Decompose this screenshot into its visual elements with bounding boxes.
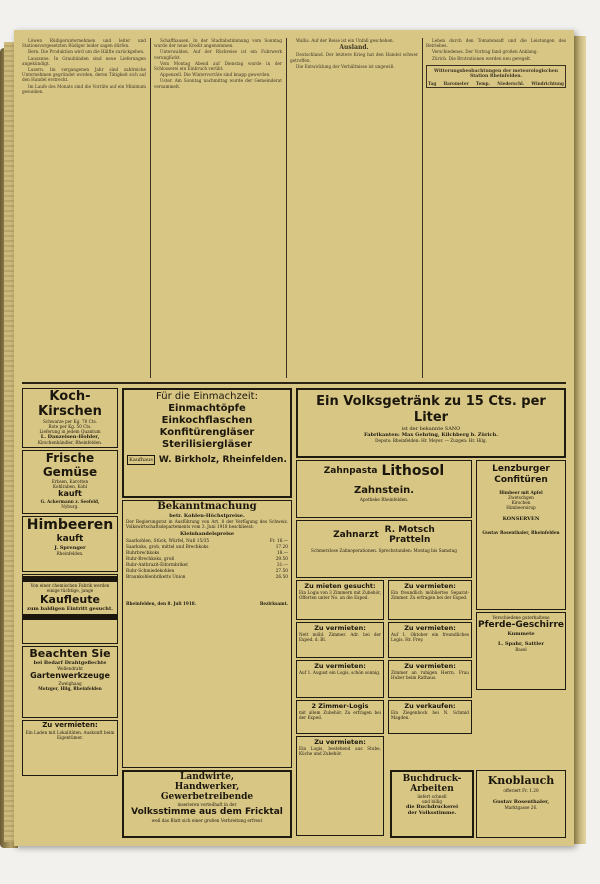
ad-line: G. Ackermann z. Seefeld, [40,499,100,504]
ad-line: Von einer chemischen Fabrik werden einige tüchtige, junge [30,583,110,593]
classified-text: Auf 1. August ein Logis, schön sonnig. [299,670,381,675]
price-value: 27.50 [275,569,288,574]
classified-ad [296,580,384,620]
news-column-2 [154,38,282,378]
news-paragraph: Unterwalden. Auf der Rückreise ist ein Fuhrwerk verunglückt. [154,49,282,60]
classified-title: Zu vermieten: [314,738,366,746]
classified-ad [388,622,472,658]
ad-lithosol [296,460,472,518]
ad-line: Pratteln [389,535,431,545]
price-value: 17.20 [275,545,288,550]
ad-line: Rheinfelden, den 8. Juli 1918. [126,601,197,606]
ad-title: Buchdruck-Arbeiten [402,774,462,794]
price-item: Braunkohlenbriketts Union [126,575,186,580]
weather-col-header: Tag [428,81,437,87]
price-list [123,539,291,581]
classified-text: Ein freundlich möbliertes Separat-Zimmer. Zu erfragen bei der Exped. [391,590,469,600]
ad-line: der Volksstimme. [407,810,457,816]
ad-line: Zwetschgen [508,495,534,500]
news-paragraph: Bern. Die Produktion wird um die Hälfte zurückgehen. [28,49,145,55]
ad-einmachzeit [122,388,292,498]
ad-title: Für die Einmachzeit: [156,391,258,402]
price-value: 18.— [276,551,288,556]
ad-line: zum baldigen Eintritt gesucht. [27,606,113,612]
section-divider [22,382,566,384]
ad-buchdruck [390,770,474,838]
ad-line: Gustav Rosenthaler, Rheinfelden [482,530,560,535]
ad-line: bei Bedarf Drahtgeflechte [33,660,107,666]
ad-volksgetraenk [296,388,566,458]
classified-title: Zu verkaufen: [404,702,456,710]
classified-title: Zu vermieten: [314,624,366,632]
ad-line: Kaufhaus [129,457,153,463]
classified-text: Ein Logis von 3 Zimmern mit Zubehör, Offerten unter No. an die Exped. [299,590,382,600]
ad-landwirte [122,770,292,838]
price-value: Fr. 16.— [269,539,288,544]
ad-line: Der Regierungsrat in Ausführung von Art. 8 der Verfügung des Schweiz. Volkswirtschaftsdepartements vom 3. Juni 1918 beschliesst: [126,519,288,529]
ad-koch-kirschen [22,388,118,448]
ad-kaufleute [22,574,118,644]
ad-line: Gustav Rosenthaler, [492,799,550,805]
ad-line: Gartenwerkzeuge [30,671,110,680]
newspaper-page [14,30,574,846]
classified-ad [296,700,384,734]
weather-table-title: Witterungsbeobachtungen der meteorologischen Station Rheinfelden. [434,68,558,80]
classified-text: Nett möbl. Zimmer. Adr. bei der Exped. d. Bl. [299,632,381,642]
ad-line: Kleinhandelspreise [179,531,235,537]
price-value: 29.50 [275,557,288,562]
ad-title-block [385,525,435,545]
news-paragraph: Deutschland. Der letztere Krieg hat den Handel schwer getroffen. [290,52,418,63]
news-paragraph: Zürich. Die Brotrationen werden neu geregelt. [432,55,532,61]
ad-line: Gewerbetreibende [160,792,254,802]
ad-title: Kaufleute [40,593,100,606]
classified-ad [296,660,384,698]
weather-col-header: Temp. [475,81,491,87]
ad-line: Basel [515,647,527,652]
ad-header [297,463,471,479]
ad-line: kauft [58,489,82,498]
ad-footer [124,455,290,465]
news-paragraph: Appenzell. Die Wintervorräte sind knapp geworden. [160,72,271,78]
price-item: Ruhr-Schmiedekohlen [126,569,175,574]
price-item: Ruhr-Brechkoks, groß [126,557,175,562]
ad-zahnarzt-motsch [296,520,472,578]
ad-title: Pferde-Geschirre [478,620,564,630]
ad-line: Motzger, Hilg, Rheinfelden [38,686,102,691]
ad-line: Erbsen, Karotten [51,479,89,484]
news-paragraph: Luzern. Im vergangenen Jahr sind zahlreiche Unternehmen gegründet worden, deren Tätigkeit sich auf den Handel erstreckt. [22,67,146,83]
news-paragraph: Lausanne. In Graubünden sind neue Lieferungen angekündigt. [22,55,146,66]
weather-table [426,65,566,89]
ad-line: Rote per Kg. 50 Cts. [48,424,92,429]
ad-line: ist der bekannte SANO [401,426,461,432]
ad-frische-gemuese [22,450,118,514]
ad-lenzburger-confitueren [476,460,566,610]
news-paragraph: Im Laufe des Monats sind die Vorräte auf ein Minimum gesunken. [22,83,146,94]
ad-title: Lenzburger Confitüren [492,464,550,485]
ad-bekanntmachung [122,500,292,768]
news-column-1 [22,38,146,378]
classified-title: Zu mieten gesucht: [304,582,376,590]
classified-text: Ein Logis, bestehend aus Stube, Küche und Zubehör. [299,746,381,756]
news-paragraph: Uster. Am Sonntag nachmittag wurde der Gemeinderat versammelt. [154,78,282,89]
ad-footer [123,601,291,606]
ad-title: Himbeeren [26,517,114,533]
classified-title: Zu vermieten: [404,582,456,590]
weather-col-header: Niederschl. [497,81,525,87]
news-column-3 [290,38,418,378]
classified-title: Zu vermieten: [314,662,366,670]
classified-text: mit allem Zubehör. Zu erfragen bei der Exped. [299,710,381,720]
ad-line: Bezirksamt. [259,601,288,606]
ad-line: Apotheke Rheinfelden. [359,497,409,502]
classified-ad [296,736,384,836]
news-paragraph: Wallis. Auf der Reise ist ein Unfall geschehen. [296,38,394,43]
ad-title: Bekanntmachung [157,501,257,512]
classified-text: Zimmer an ruhigen Herrn. Frau Huber beim Rathaus. [391,670,469,680]
ad-line: Rheinfelden. [56,551,84,556]
ad-line: Schmerzlose Zahnoperationen. Sprechstunden: Montag bis Samstag [311,548,457,553]
ad-title: Lithosol [381,463,445,479]
column-divider [422,38,423,378]
ad-title: Zu vermieten: [42,721,98,729]
price-row [126,575,288,581]
ad-line: Verschiedene guterhaltene [492,615,550,620]
ad-title: Ein Volksgetränk zu 15 Cts. per Liter [316,394,546,425]
classified-ad [388,700,472,734]
ad-line: Landwirte, [180,772,234,782]
ad-line: Wellendraht [57,666,83,671]
weather-col-header: Barometer [443,81,469,87]
ad-line: Depots: Rheinfelden: Hr. Meyer. — Zuzgen: Hr. Hilg. [375,438,487,443]
ad-line: Zahnstein. [353,485,415,496]
ad-bar [23,614,117,620]
classified-title: 2 Zimmer-Logis [311,702,369,710]
price-item: Saarkoks, grob, mittel und Brechkoks [126,545,209,550]
ad-line: Himbeer mit Apfel [499,490,543,495]
weather-col-header: Windrichtung [531,81,564,87]
ad-line: Schwarze per Kg. 70 Cts. [43,419,97,424]
page-stack-edge [574,36,586,844]
news-paragraph: Löwen Rüdigerunternehmen und leiter und Stationsvorgesetzten Rüdiger leider sagen dürfen. [22,38,146,49]
classified-ad [388,660,472,698]
news-paragraph: Schaffhausen. In der Stadtabstimmung vom Sonntag wurde der neue Kredit angenommen. [154,38,282,49]
ad-bar [23,576,117,582]
ad-line: Ein Laden mit Lokalitäten. Auskunft beim Eigentümer. [25,730,115,740]
ad-title: Knoblauch [487,774,555,787]
ad-line: weil das Blatt sich einer großen Verbreitung erfreut [151,818,263,823]
ad-title: Volksstimme aus dem Fricktal [131,807,283,817]
price-value: 31.— [276,563,288,568]
section-heading-ausland: Ausland. [339,44,369,52]
ad-line: Marktgasse 26. [504,805,538,810]
ad-line: betr. Kohlen-Höchstpreise. [169,513,245,519]
ad-line: Kirschenhändler, Rheinfelden. [37,440,103,445]
classified-text: Auf 1. Oktober ein freundliches Logis. Hr. Frey. [391,632,469,642]
ad-line: W. Birkholz, Rheinfelden. [158,455,287,465]
column-divider [150,38,151,378]
classified-ad [388,580,472,620]
price-item: Ruhr-Anthrazit-Eiformbriket [126,563,188,568]
ad-line: liefert schnell [417,794,447,799]
ad-line: J. Sprenger [54,545,86,551]
news-paragraph: Vom Montag Abend auf Dienstag wurde in der Schlosserei ein Einbruch verübt. [154,60,282,72]
news-column-4 [426,38,566,378]
ad-title: Koch-Kirschen [38,389,102,419]
classified-title: Zu vermieten: [404,662,456,670]
ad-line: offeriert Fr. 1.20 [503,788,539,793]
news-paragraph: Die Entwicklung der Verhältnisse ist ungewiß. [296,63,395,69]
ad-line: Einmachtöpfe [168,403,246,414]
ad-line: Kirschen [511,500,531,505]
ad-line: Fabrikanten: Max Gehring, Kilchberg b. Zürich. [364,432,498,438]
book [0,18,600,858]
classified-ad [296,622,384,658]
weather-table-header [428,81,564,86]
ad-line: Handwerker, [174,782,240,792]
ad-line: KONSERVEN [502,516,540,522]
ad-line: Konfitürengläser [159,427,255,438]
ad-title: Beachten Sie [29,647,111,660]
ad-knoblauch [476,770,566,838]
price-value: 26.50 [275,575,288,580]
news-paragraph: Leben durch den Tomatensaft und die Leistungen des Betriebes. [426,38,566,49]
ad-line: L. Spahr, Sattler [498,641,544,647]
ad-line: kauft [56,534,84,544]
ad-vermieten-left [22,720,118,776]
column-divider [286,38,287,378]
ad-line: Zahnpasta [323,466,378,476]
price-item: Ruhrbrechkoks [126,551,160,556]
ad-line: Zahnarzt [333,530,379,540]
ad-line: Zweighaag [58,681,82,686]
ad-beachten-sie [22,646,118,718]
ad-line: L. Danzeisen-Hohler, [40,434,100,440]
ad-line: die Buchdruckerei [405,804,459,810]
ad-himbeeren [22,516,118,572]
ad-pferde-geschirre [476,612,566,690]
ad-title: R. Motsch [384,525,435,535]
ad-line: Kummete [507,631,535,637]
ad-line: Einkochflaschen [161,415,253,426]
ad-title: Frische Gemüse [42,451,98,479]
ad-line: Nyburg. [61,504,79,509]
ad-line: Lieferung in jedem Quantum [39,429,101,434]
classified-text: Ein Ziegenbock bei N. Schmid Magden. [391,710,469,720]
price-item: Saarkohlen, Stück, Würfel, Nuß 15/35 [126,539,210,544]
ad-line: Kohlraben, Kohl [52,484,88,489]
news-paragraph: Verschiedenes. Der Vortrag fand großen Anklang. [432,49,538,55]
ad-line: Sterilisiergläser [161,439,253,450]
ad-line: und billig [421,799,443,804]
ad-line: inserieren vorteilhaft in der [177,802,237,807]
ad-header [297,525,471,545]
classified-title: Zu vermieten: [404,624,456,632]
ad-line: Himbeersirup [506,505,536,510]
